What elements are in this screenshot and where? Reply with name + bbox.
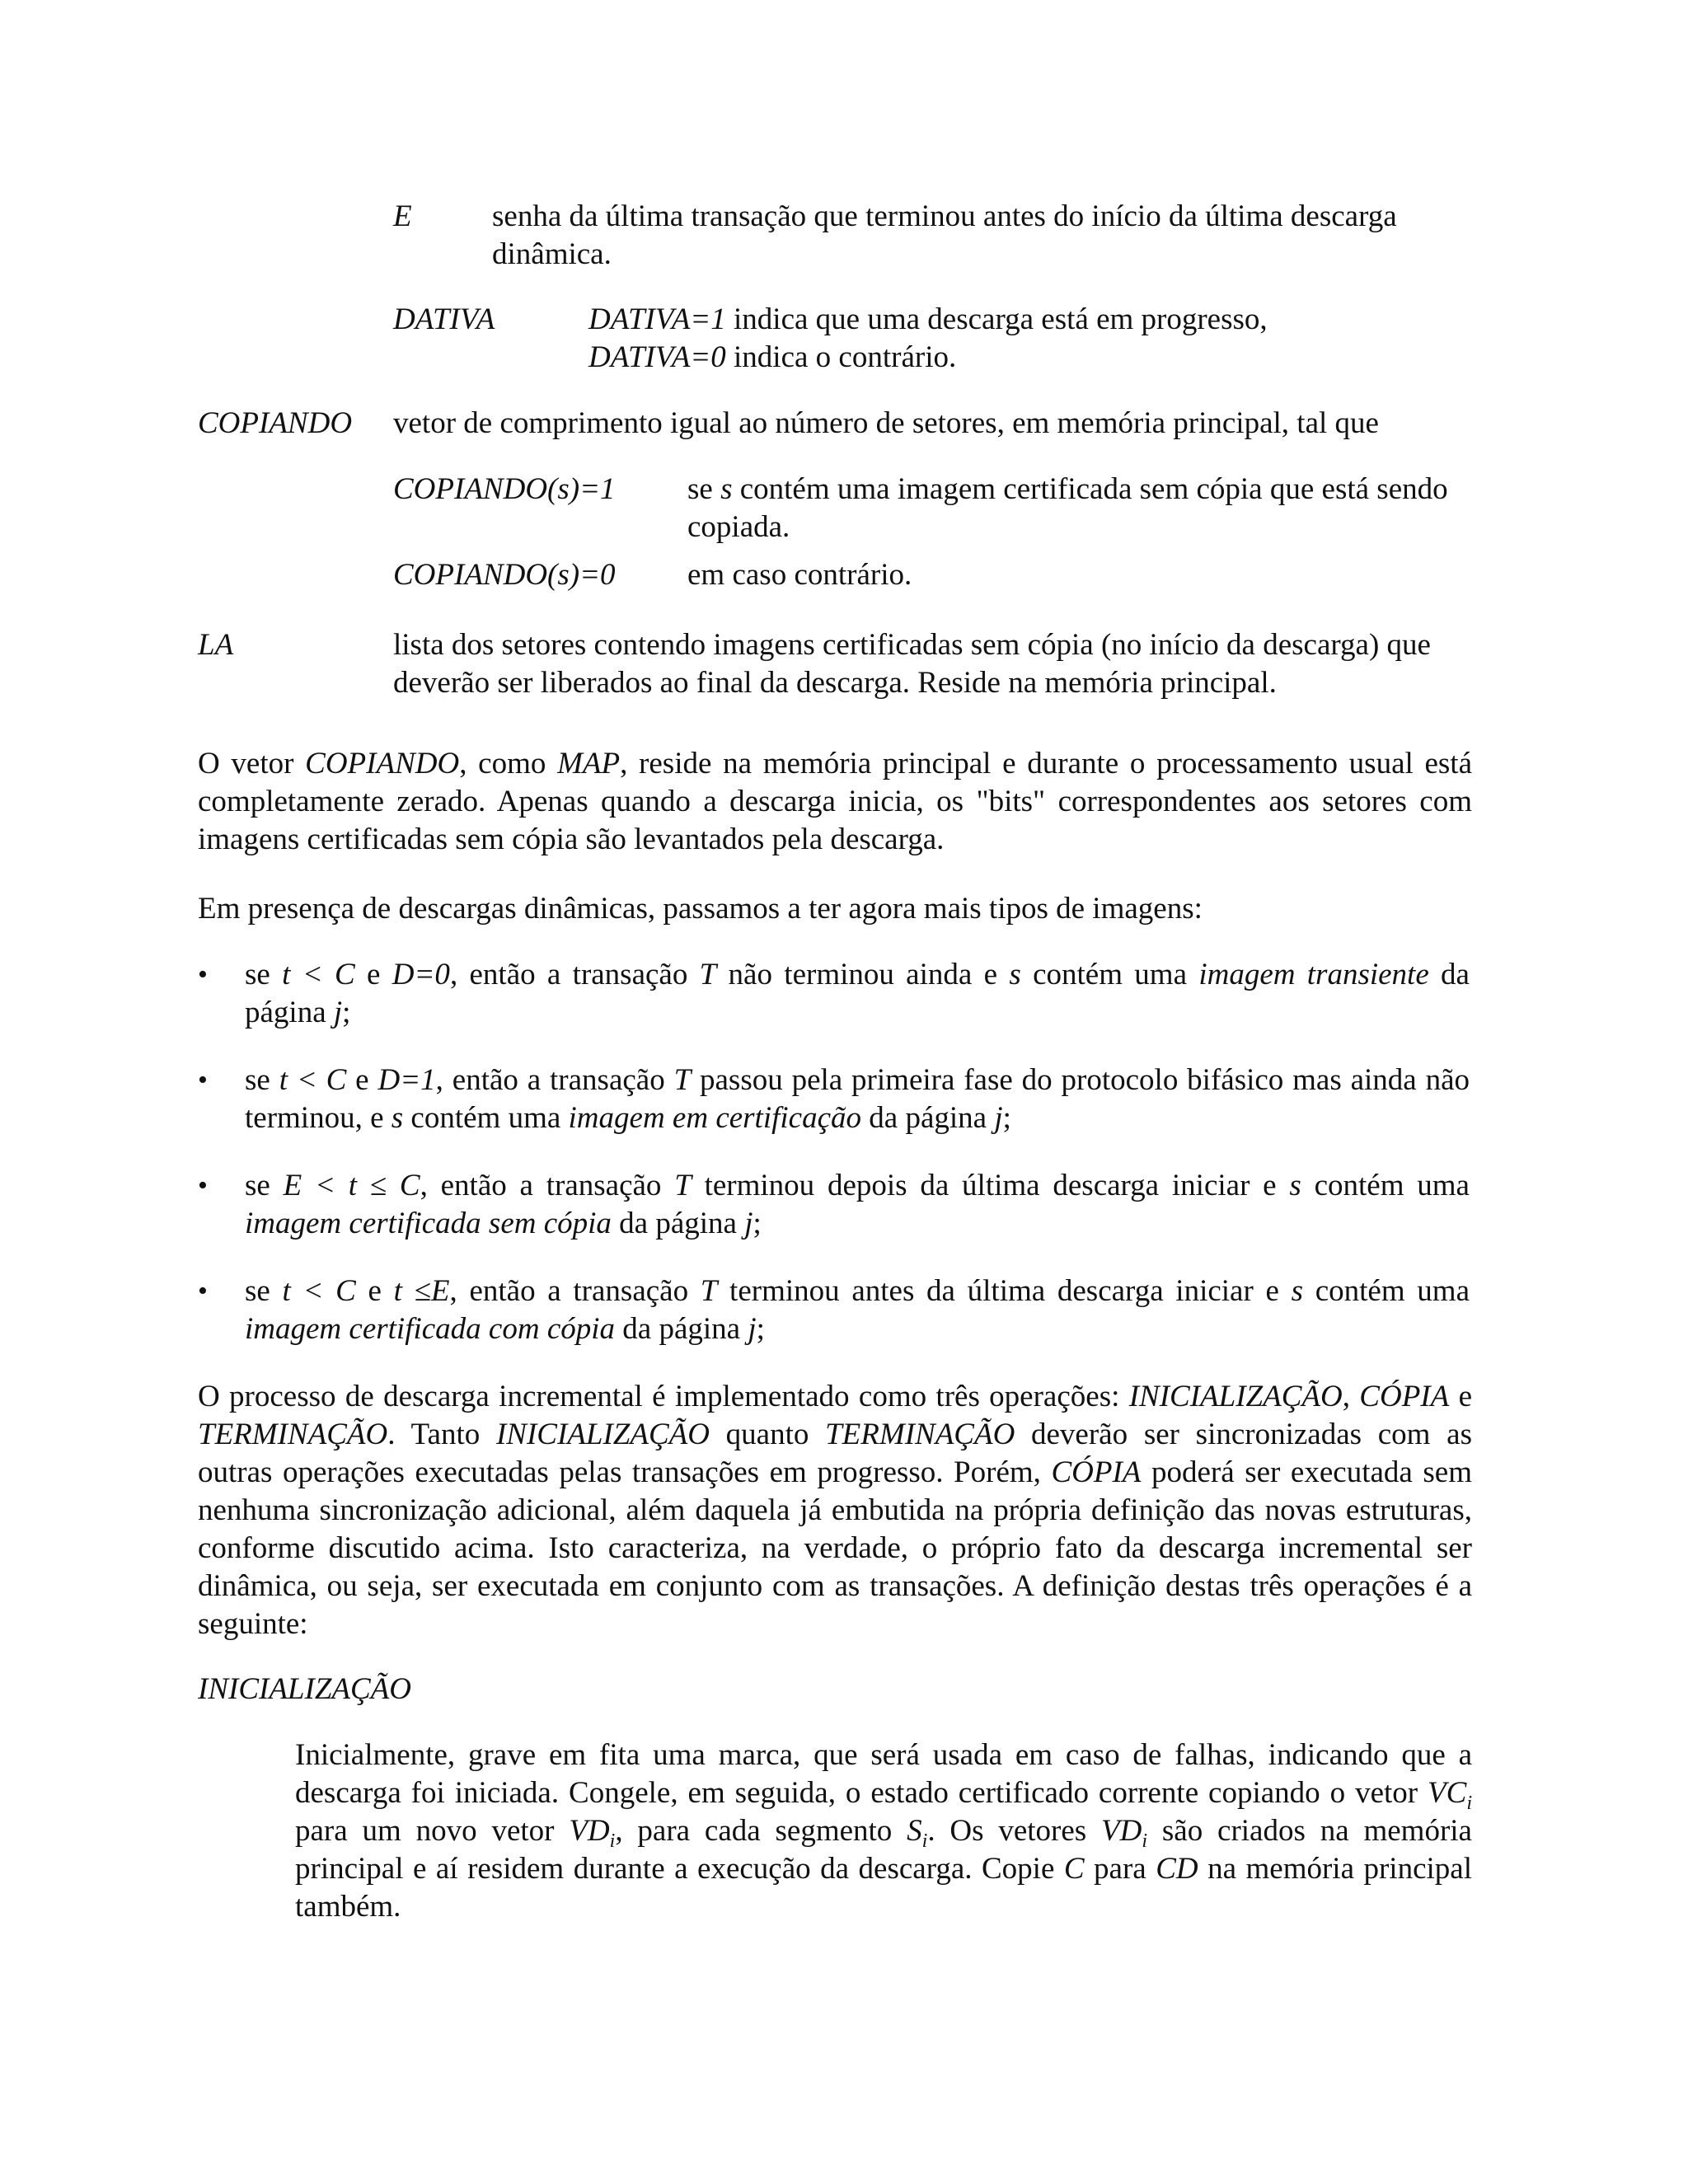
bullet-item-4 — [245, 1272, 1470, 1348]
para4-e: são criados na memória principal e aí residem durante a execução da descarga. Copie — [295, 1814, 1472, 1886]
dativa-1-text: indica que uma descarga está em progresso, — [725, 302, 1268, 336]
para4-d: . Os vetores — [927, 1814, 1102, 1848]
b3-f: contém uma — [1301, 1169, 1470, 1202]
b2-d: D=1 — [377, 1063, 436, 1097]
b2-e: passou pela primeira fase do protocolo bifásico mas ainda não terminou, e — [245, 1063, 1470, 1135]
para4-vd: VD — [569, 1814, 610, 1848]
b2-s: s — [391, 1101, 404, 1135]
para4-sub-i-1: i — [1466, 1793, 1472, 1814]
b2-f: contém uma — [403, 1101, 569, 1135]
b3-c: , então a transação — [420, 1169, 675, 1202]
para3-e: quanto — [709, 1418, 826, 1451]
b1-j: j — [333, 996, 343, 1029]
def-text-copiando-1 — [687, 471, 1462, 546]
para4-sub-i-4: i — [1142, 1830, 1148, 1852]
b3-e: terminou depois da última descarga iniciar e — [691, 1169, 1290, 1202]
para3-op-copia: CÓPIA — [1359, 1380, 1450, 1413]
b3-j: j — [744, 1207, 753, 1240]
b3-g: da página — [611, 1207, 745, 1240]
bullet-item-1 — [245, 956, 1470, 1032]
def-term-copiando: COPIANDO — [198, 406, 353, 440]
bullet-marker-3: • — [198, 1170, 208, 1201]
b4-b: e — [355, 1274, 394, 1308]
def-term-copiando-0: COPIANDO(s)=0 — [393, 558, 616, 592]
b3-s: s — [1289, 1169, 1301, 1202]
para1-text-a: O vetor — [198, 747, 306, 780]
para3-b: , — [1342, 1380, 1360, 1413]
def-text-copiando: vetor de comprimento igual ao número de setores, em memória principal, tal que — [393, 406, 1379, 440]
para4-g: na memória principal também. — [295, 1852, 1472, 1924]
b1-b: e — [354, 958, 392, 991]
b3-a: se — [245, 1169, 284, 1202]
para4-s: S — [907, 1814, 922, 1848]
b4-g: da página — [615, 1312, 748, 1346]
b4-c: , então a transação — [449, 1274, 701, 1308]
para1-text-c: , como — [459, 747, 558, 780]
para1-term-copiando: COPIANDO — [305, 747, 460, 780]
paragraph-copiando-vector — [198, 745, 1472, 859]
b1-s: s — [1009, 958, 1021, 991]
b4-d: t ≤E — [393, 1274, 450, 1308]
b4-j: j — [748, 1312, 757, 1346]
b3-t: T — [674, 1169, 692, 1202]
b3-h: ; — [753, 1207, 762, 1240]
b2-h: ; — [1002, 1101, 1011, 1135]
b3-cond: E < t ≤ C — [283, 1169, 420, 1202]
section-heading-inicializacao: INICIALIZAÇÃO — [198, 1672, 411, 1706]
b1-c: , então a transação — [449, 958, 700, 991]
para3-c: e — [1449, 1380, 1472, 1413]
para3-op-inicializacao: INICIALIZAÇÃO — [1128, 1380, 1343, 1413]
para3-g: poderá ser executada sem nenhuma sincronização adicional, além daquela já embutida na própria definição das novas estruturas, conforme discutido acima. Isto caracteriza, na verdade, o próprio fato da descarga incremental ser dinâmica, ou seja, ser executada em conjunto com as transações. A definição destas três operações é a seguinte: — [198, 1455, 1472, 1641]
para4-a: Inicialmente, grave em fita uma marca, que será usada em caso de falhas, indicando que a descarga foi iniciada. Congele, em seguida, o estado certificado corrente copiando o vetor — [295, 1738, 1472, 1810]
b2-cond: t < C — [279, 1063, 347, 1097]
b1-h: ; — [342, 996, 351, 1029]
b4-a: se — [245, 1274, 283, 1308]
def-text-la: lista dos setores contendo imagens certificadas sem cópia (no início da descarga) que deverão ser liberados ao final da descarga. Reside na memória principal. — [393, 628, 1431, 700]
b4-img: imagem certificada com cópia — [245, 1312, 616, 1346]
para4-b: para um novo vetor — [295, 1814, 570, 1848]
para1-text-e: , reside na memória principal e durante o processamento usual está completamente zerado. Apenas quando a descarga inicia, os "bits" correspondentes aos setores com imagens certificadas sem cópia são levantados pela descarga. — [198, 747, 1473, 856]
para4-sub-i-3: i — [921, 1830, 928, 1852]
para3-d: . Tanto — [387, 1418, 496, 1451]
def-term-dativa: DATIVA — [393, 302, 495, 336]
para4-c: , para cada segmento — [615, 1814, 907, 1848]
def-text-dativa-1 — [588, 301, 1462, 339]
dativa-0-text: indica o contrário. — [725, 340, 957, 374]
paragraph-image-types-intro: Em presença de descargas dinâmicas, passamos a ter agora mais tipos de imagens: — [198, 892, 1203, 926]
paragraph-operations — [198, 1378, 1472, 1643]
b1-t: T — [699, 958, 717, 991]
para3-op-terminacao-2: TERMINAÇÃO — [825, 1418, 1015, 1451]
b1-g: da página — [245, 958, 1470, 1029]
bullet-item-2 — [245, 1062, 1470, 1137]
b1-a: se — [245, 958, 283, 991]
para4-sub-i-2: i — [609, 1830, 616, 1852]
b2-img: imagem em certificação — [568, 1101, 862, 1135]
def-term-la: LA — [198, 628, 234, 662]
b1-cond: t < C — [282, 958, 355, 991]
bullet-marker-4: • — [198, 1276, 208, 1306]
def-text-e: senha da última transação que terminou antes do início da última descarga dinâmica. — [492, 199, 1397, 271]
b2-b: e — [346, 1063, 378, 1097]
para3-op-inicializacao-2: INICIALIZAÇÃO — [495, 1418, 710, 1451]
para3-op-terminacao: TERMINAÇÃO — [198, 1418, 388, 1451]
def-text-copiando-0: em caso contrário. — [687, 558, 912, 592]
copiando-1-var-s: s — [720, 472, 733, 506]
para3-op-copia-2: CÓPIA — [1051, 1455, 1142, 1489]
b1-e: não terminou ainda e — [716, 958, 1010, 991]
b4-f: contém uma — [1303, 1274, 1470, 1308]
b2-j: j — [994, 1101, 1003, 1135]
b2-t: T — [673, 1063, 692, 1097]
def-text-dativa-2 — [588, 339, 1462, 377]
b4-s: s — [1291, 1274, 1304, 1308]
para4-vd-2: VD — [1101, 1814, 1142, 1848]
bullet-marker-1: • — [198, 959, 208, 990]
b4-e: terminou antes da última descarga iniciar e — [717, 1274, 1292, 1308]
b2-c: , então a transação — [435, 1063, 674, 1097]
def-term-copiando-1: COPIANDO(s)=1 — [393, 472, 616, 506]
para3-f: deverão ser sincronizadas com as outras operações executadas pelas transações em progresso. Porém, — [198, 1418, 1473, 1489]
b1-d: D=0 — [392, 958, 450, 991]
dativa-0-term: DATIVA=0 — [588, 340, 726, 374]
para4-vc: VC — [1428, 1776, 1467, 1810]
para4-c-var: C — [1063, 1852, 1085, 1886]
b3-img: imagem certificada sem cópia — [245, 1207, 612, 1240]
bullet-item-3 — [245, 1167, 1470, 1243]
para4-f: para — [1084, 1852, 1156, 1886]
para1-term-map: MAP — [557, 747, 621, 780]
b4-t: T — [700, 1274, 718, 1308]
b2-a: se — [245, 1063, 279, 1097]
para4-cd-var: CD — [1156, 1852, 1198, 1886]
b1-img: imagem transiente — [1198, 958, 1429, 991]
b4-cond: t < C — [282, 1274, 356, 1308]
def-term-e: E — [393, 199, 412, 233]
bullet-marker-2: • — [198, 1065, 208, 1095]
copiando-1-text-b: contém uma imagem certificada sem cópia que está sendo copiada. — [687, 472, 1448, 544]
b1-f: contém uma — [1020, 958, 1199, 991]
dativa-1-term: DATIVA=1 — [588, 302, 726, 336]
para3-a: O processo de descarga incremental é implementado como três operações: — [198, 1380, 1129, 1413]
copiando-1-text-a: se — [687, 472, 721, 506]
b2-g: da página — [861, 1101, 995, 1135]
b4-h: ; — [756, 1312, 765, 1346]
paragraph-inicializacao — [295, 1736, 1472, 1926]
